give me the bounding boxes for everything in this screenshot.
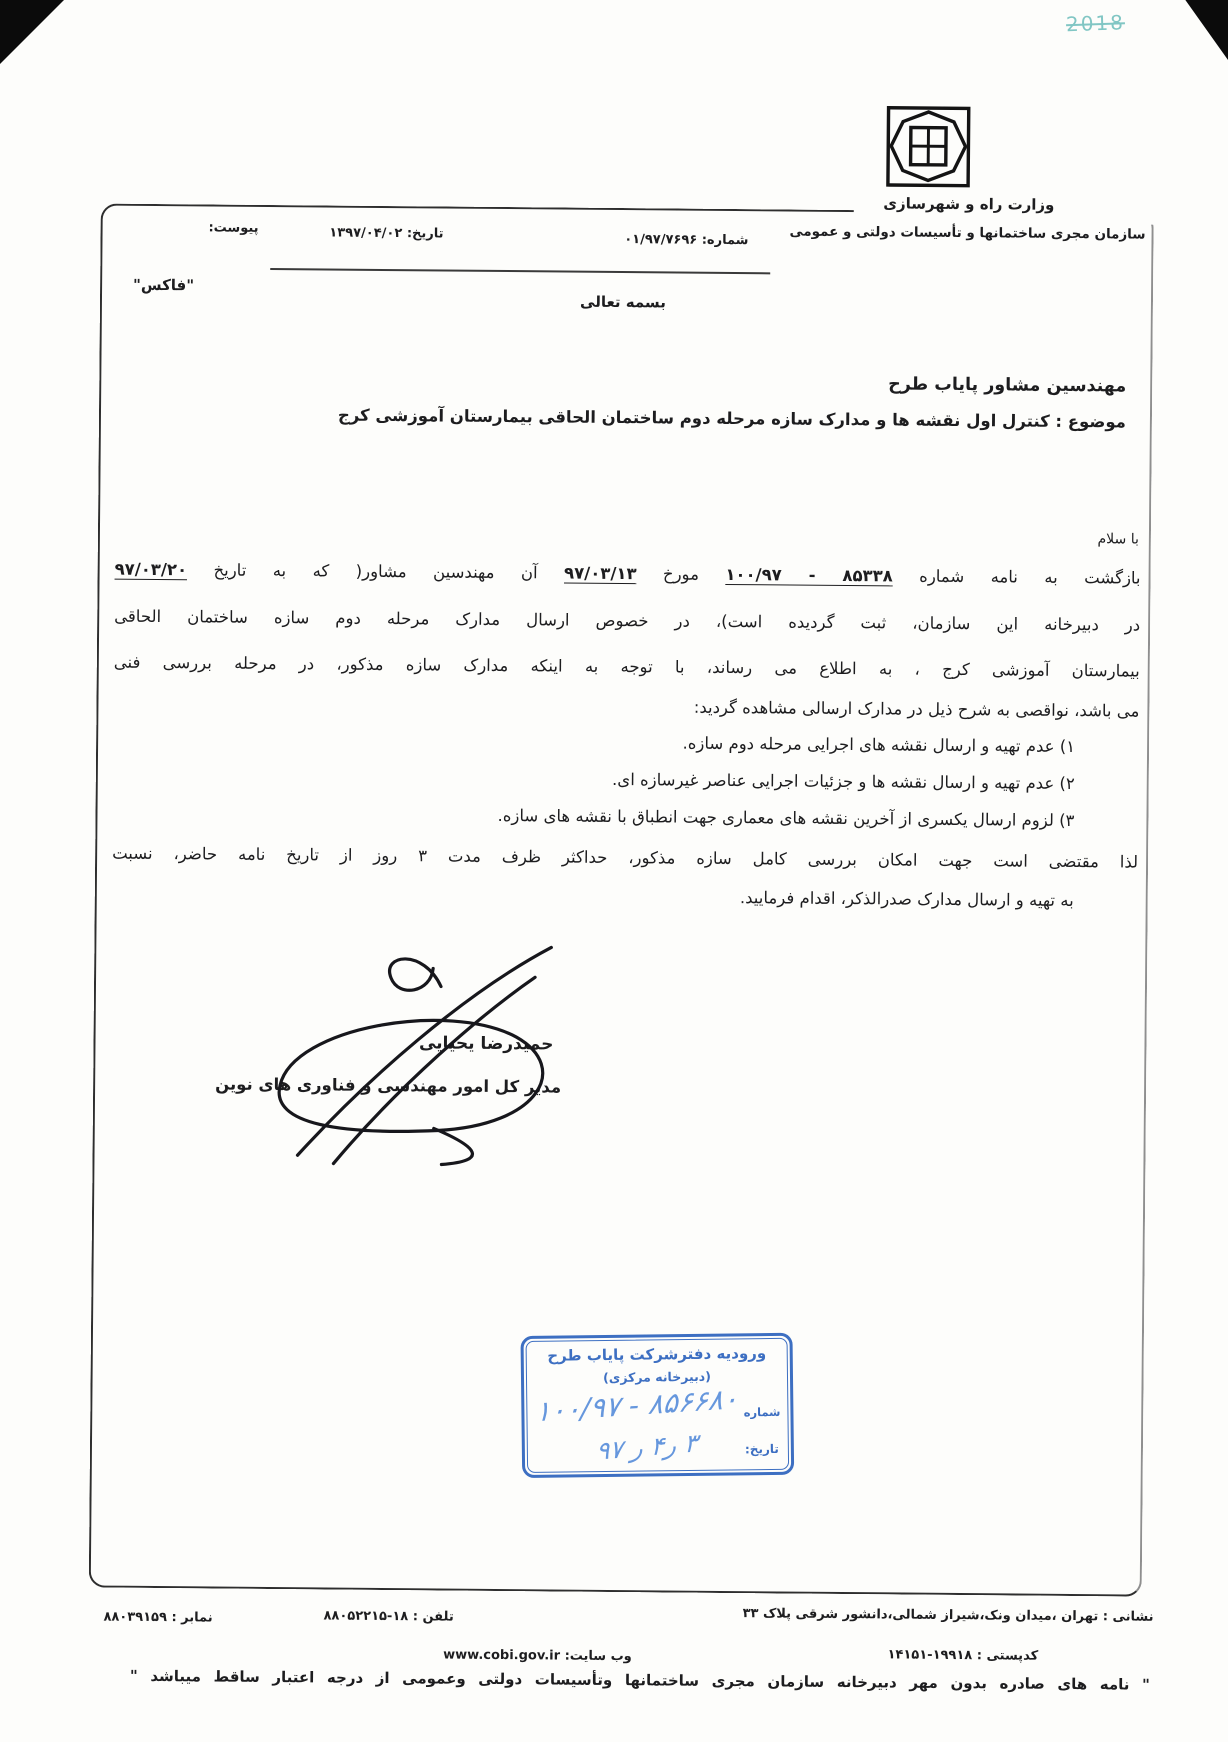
footer-disclaimer: " نامه های صادره بدون مهر دبیرخانه سازمان مجری ساختمانها وتأسیسات دولتی وعمومی از درجه اعتبار ساقط میباشد " bbox=[129, 1666, 1150, 1694]
footer-phone-value: ۸۸۰۵۲۲۱۵-۱۸ bbox=[323, 1608, 409, 1625]
stamp-number-label: شماره bbox=[743, 1404, 781, 1420]
stamp-date-label: تاریخ: bbox=[744, 1441, 779, 1457]
list-item-2: ۲) عدم تهیه و ارسال نقشه ها و جزئیات اجرایی عناصر غیرسازه ای. bbox=[612, 769, 1075, 794]
footer-website-label: وب سایت: bbox=[560, 1648, 632, 1665]
footer-website-value: www.cobi.gov.ir bbox=[443, 1647, 561, 1664]
subject-line: موضوع : کنترل اول نقشه ها و مدارک سازه مرحله دوم ساختمان الحاقی بیمارستان آموزشی کرج bbox=[337, 405, 1127, 432]
stamp-number-handwritten: ۱۰۰/۹۷ - ۸۵۶۶۸۰ bbox=[534, 1382, 739, 1429]
body-line-2: در دبیرخانه این سازمان، ثبت گردیده است)، در خصوص ارسال مدارک مرحله دوم سازه ساختمان الحاقی bbox=[114, 606, 1141, 635]
stamp-date-handwritten: ۳ ر۴ ر ۹۷ bbox=[595, 1428, 698, 1466]
footer-postal-code bbox=[887, 1647, 1038, 1663]
receipt-stamp bbox=[520, 1333, 794, 1478]
ministry-name: وزارت راه و شهرسازی bbox=[883, 194, 1055, 214]
registration-date: ۹۷/۰۳/۲۰ bbox=[114, 559, 188, 580]
body-line-1-after: آن مهندسین مشاور( که به تاریخ bbox=[187, 560, 565, 583]
footer-phone bbox=[323, 1608, 453, 1624]
footer-fax-label: نمابر : bbox=[166, 1610, 213, 1626]
closing-line-1: لذا مقتضی است جهت امکان بررسی کامل سازه مذکور، حداکثر ظرف مدت ۳ روز از تاریخ نامه حاضر، نسبت bbox=[112, 843, 1139, 872]
body-line-4: می باشد، نواقصی به شرح ذیل در مدارک ارسالی مشاهده گردید: bbox=[693, 697, 1140, 721]
footer-postal-label: کدپستی : bbox=[972, 1648, 1039, 1664]
organization-name: سازمان مجری ساختمانها و تأسیسات دولتی و عمومی bbox=[789, 223, 1146, 243]
body-line-1-text: بازگشت به نامه شماره bbox=[892, 566, 1141, 588]
stamp-secretariat: (دبیرخانه مرکزی) bbox=[603, 1368, 711, 1386]
footer-fax bbox=[103, 1610, 212, 1626]
letter-date-label: تاریخ: bbox=[406, 226, 444, 242]
ministry-emblem-icon bbox=[884, 104, 973, 193]
fax-note: "فاکس" bbox=[133, 275, 195, 295]
closing-line-2: به تهیه و ارسال مدارک صدرالذکر، اقدام فرمایید. bbox=[739, 888, 1074, 911]
salutation: با سلام bbox=[1097, 531, 1139, 548]
letter-attachment-field bbox=[208, 220, 258, 235]
letter-number-label: شماره: bbox=[701, 232, 749, 249]
besmele: بسمه تعالی bbox=[579, 292, 666, 312]
body-line-1-mid: مورخ bbox=[636, 564, 726, 584]
footer-phone-label: تلفن : bbox=[408, 1609, 454, 1625]
letter-number-value: ۰۱/۹۷/۷۶۹۶ bbox=[624, 232, 698, 248]
list-item-1: ۱) عدم تهیه و ارسال نقشه های اجرایی مرحله دوم سازه. bbox=[682, 733, 1076, 757]
receipt-stamp-inner-border bbox=[526, 1338, 790, 1473]
footer-fax-value: ۸۸۰۳۹۱۵۹ bbox=[103, 1609, 168, 1626]
letter-date-value: ۱۳۹۷/۰۴/۰۲ bbox=[329, 225, 403, 242]
stamp-office-name: ورودیه دفترشرکت پایاب طرح bbox=[547, 1344, 767, 1365]
referenced-letter-number: ۱۰۰/۹۷ - ۸۵۳۳۸ bbox=[725, 564, 893, 586]
recipient-name: مهندسین مشاور پایاب طرح bbox=[888, 374, 1127, 397]
referenced-letter-date: ۹۷/۰۳/۱۳ bbox=[563, 563, 637, 584]
letter-attachment-label: پیوست: bbox=[208, 220, 259, 236]
signatory-name: حمیدرضا یحیایی bbox=[418, 1033, 554, 1055]
footer-postal-value: ۱۴۱۵۱-۱۹۹۱۸ bbox=[887, 1647, 973, 1664]
scan-artifact-text: 2018 bbox=[1065, 10, 1126, 37]
list-item-3: ۳) لزوم ارسال یکسری از آخرین نقشه های معماری جهت انطباق با نقشه های سازه. bbox=[497, 805, 1075, 831]
letter-date-field bbox=[329, 225, 443, 241]
footer-address: نشانی : تهران ،میدان ونک،شیراز شمالی،دانشور شرقی پلاک ۳۳ bbox=[742, 1606, 1154, 1625]
signatory-title: مدیر کل امور مهندسی و فناوری های نوین bbox=[215, 1074, 562, 1097]
body-line-3: بیمارستان آموزشی کرج ، به اطلاع می رساند، با توجه به اینکه مدارک سازه مذکور، در مرحله بررسی فنی bbox=[113, 652, 1140, 681]
footer-website bbox=[443, 1648, 632, 1665]
letter-number-field bbox=[624, 232, 748, 248]
